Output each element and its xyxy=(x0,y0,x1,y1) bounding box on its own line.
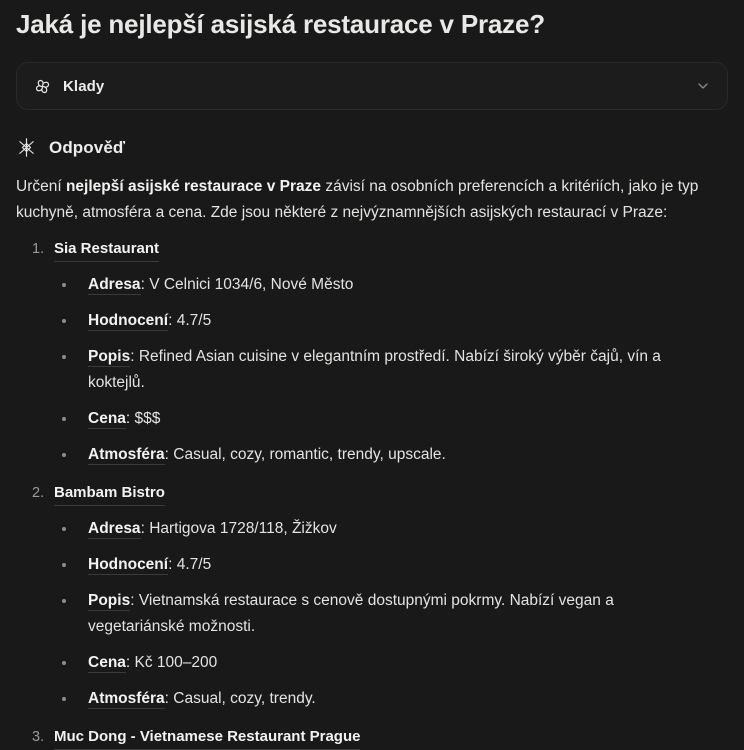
collapsible-header-left xyxy=(33,77,695,96)
restaurant-name: Bambam Bistro xyxy=(54,482,165,506)
restaurant-detail-item xyxy=(54,588,708,640)
answer-intro-paragraph xyxy=(16,174,716,226)
intro-text-part2: závisí na osobních preferencích a kritériích, jako je typ kuchyně, atmosféra a cena. Zde jsou některé z nejvýznamnějších asijských restaurací v Praze: xyxy=(16,178,699,221)
detail-key: Popis xyxy=(88,348,131,365)
restaurant-detail-item xyxy=(54,272,708,298)
collapsible-section-klady[interactable] xyxy=(16,62,728,110)
detail-key: Cena xyxy=(88,654,126,671)
page-title: Jaká je nejlepší asijská restaurace v Praze? xyxy=(16,9,545,39)
detail-value: $$$ xyxy=(134,410,161,427)
detail-separator: : xyxy=(140,276,150,293)
restaurant-detail-item xyxy=(54,516,708,542)
restaurant-detail-item xyxy=(54,552,708,578)
detail-value: 4.7/5 xyxy=(176,312,212,329)
restaurant-list-item xyxy=(16,482,728,712)
detail-key: Atmosféra xyxy=(88,690,165,707)
detail-value: Vietnamská restaurace s cenově dostupnými pokrmy. Nabízí vegan a vegetariánské možnosti. xyxy=(88,592,614,635)
detail-key: Popis xyxy=(88,592,131,609)
restaurant-name: Sia Restaurant xyxy=(54,238,159,262)
detail-key: Hodnocení xyxy=(88,312,169,329)
detail-key: Atmosféra xyxy=(88,446,165,463)
detail-separator: : xyxy=(130,592,139,609)
detail-separator: : xyxy=(164,690,174,707)
intro-text-part1: Určení xyxy=(16,178,66,195)
chevron-down-icon[interactable] xyxy=(695,78,711,94)
collapsible-label: Klady xyxy=(63,77,105,95)
restaurant-list-item xyxy=(16,726,728,750)
answer-heading xyxy=(16,137,728,158)
detail-separator: : xyxy=(168,556,177,573)
restaurant-detail-item xyxy=(54,344,708,396)
detail-value: Refined Asian cuisine v elegantním prostředí. Nabízí široký výběr čajů, vín a koktejlů. xyxy=(88,348,661,391)
intro-bold-phrase: nejlepší asijské restaurace v Praze xyxy=(65,178,322,195)
restaurant-detail-list xyxy=(54,516,728,712)
detail-key: Hodnocení xyxy=(88,556,169,573)
restaurant-list xyxy=(16,238,728,750)
restaurant-detail-item xyxy=(54,686,708,712)
detail-value: V Celnici 1034/6, Nové Město xyxy=(149,276,354,293)
detail-value: Kč 100–200 xyxy=(134,654,218,671)
detail-key: Adresa xyxy=(88,520,141,537)
detail-separator: : xyxy=(140,520,150,537)
restaurant-detail-item xyxy=(54,442,708,468)
detail-separator: : xyxy=(125,654,135,671)
detail-separator: : xyxy=(125,410,135,427)
answer-heading-label: Odpověď xyxy=(49,137,126,157)
restaurant-name: Muc Dong - Vietnamese Restaurant Prague xyxy=(54,726,360,750)
detail-separator: : xyxy=(168,312,177,329)
detail-separator: : xyxy=(164,446,174,463)
openai-logo-icon xyxy=(33,77,52,96)
detail-value: 4.7/5 xyxy=(176,556,212,573)
restaurant-detail-item xyxy=(54,308,708,334)
restaurant-detail-item xyxy=(54,406,708,432)
detail-separator: : xyxy=(130,348,139,365)
detail-value: Casual, cozy, romantic, trendy, upscale. xyxy=(173,446,446,463)
detail-key: Adresa xyxy=(88,276,141,293)
restaurant-detail-list xyxy=(54,272,728,468)
answer-star-icon xyxy=(16,137,37,158)
restaurant-detail-item xyxy=(54,650,708,676)
detail-key: Cena xyxy=(88,410,126,427)
detail-value: Hartigova 1728/118, Žižkov xyxy=(149,520,337,537)
restaurant-list-item xyxy=(16,238,728,468)
detail-value: Casual, cozy, trendy. xyxy=(173,690,316,707)
